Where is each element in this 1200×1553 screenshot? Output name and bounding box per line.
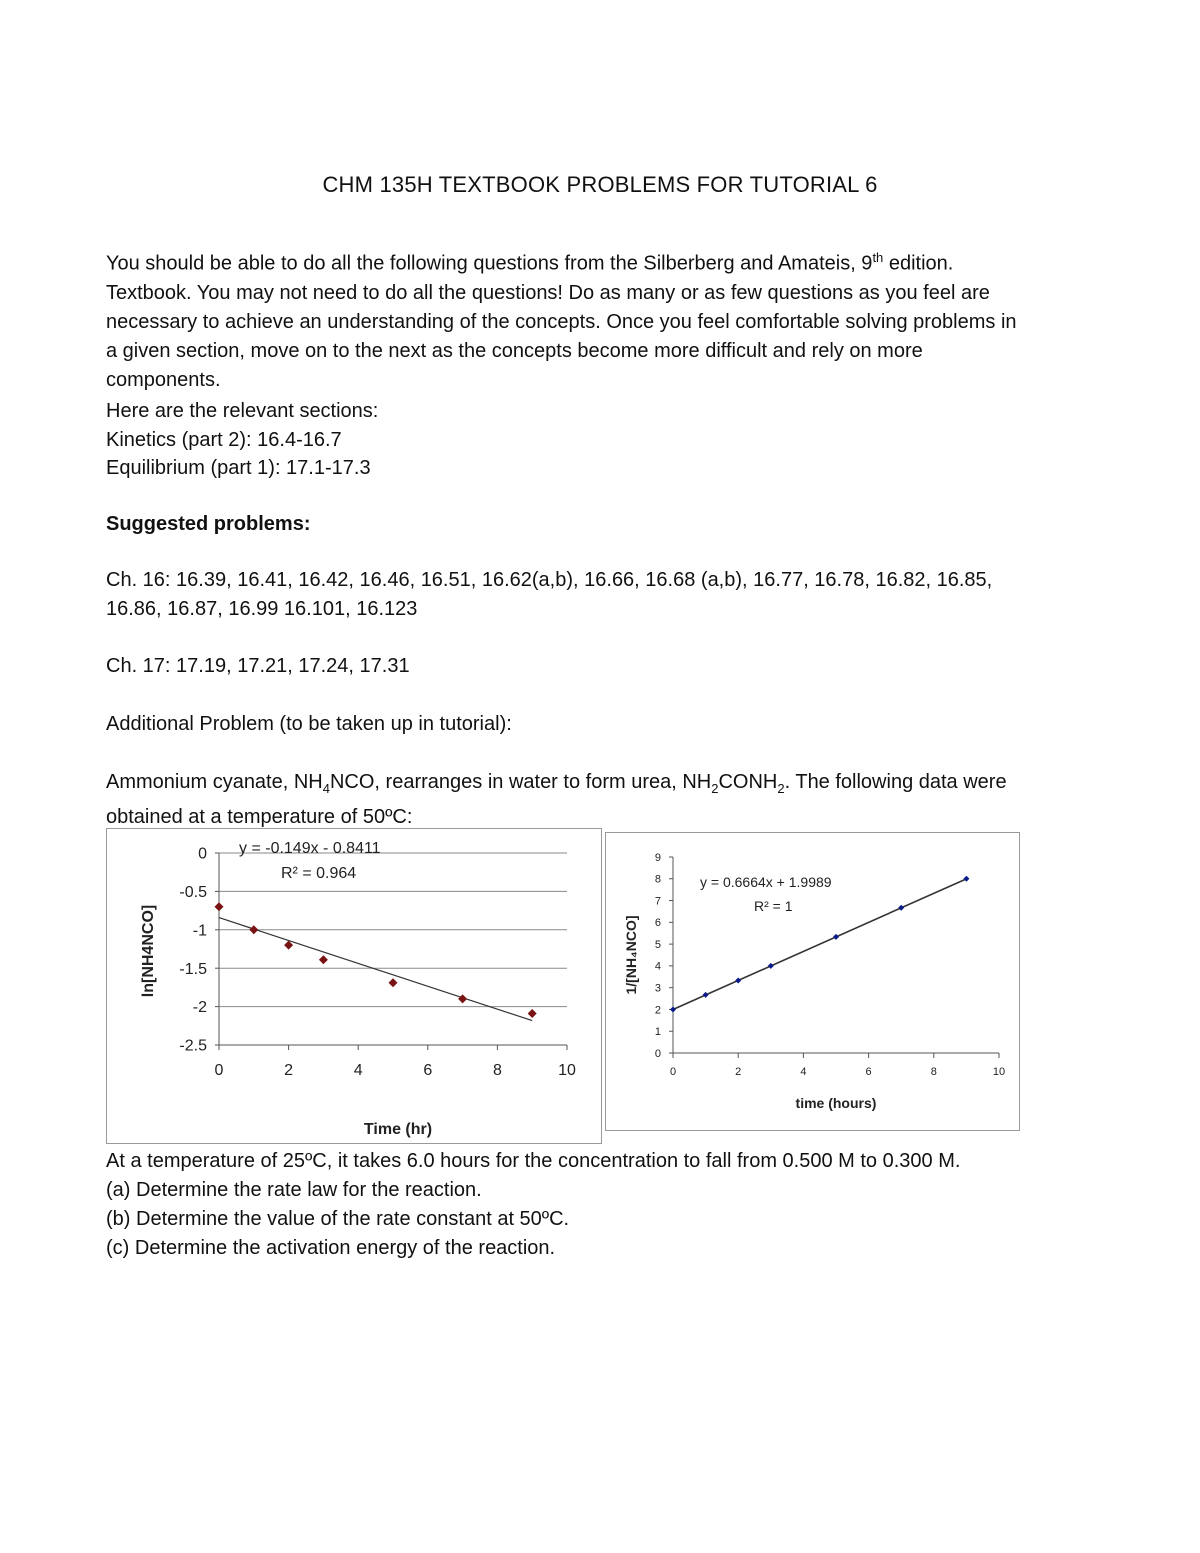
intro-line-1: You should be able to do all the following questions from the Silberberg and Amateis, 9th edition. xyxy=(106,250,954,275)
data-point xyxy=(249,925,258,934)
data-point xyxy=(963,876,969,882)
data-point xyxy=(319,955,328,964)
y-axis-title: ln[NH4NCO] xyxy=(140,904,157,998)
data-point xyxy=(768,963,774,969)
intro-paragraph xyxy=(106,243,1106,395)
ch16-line-1: Ch. 16: 16.39, 16.41, 16.42, 16.46, 16.51, 16.62(a,b), 16.66, 16.68 (a,b), 16.77, 16.78, 16.82, 16.85, xyxy=(106,569,993,591)
r-squared-label: R² = 0.964 xyxy=(281,865,357,882)
y-tick-label: 0 xyxy=(198,845,207,863)
x-tick-label: 6 xyxy=(865,1066,872,1078)
page-title: CHM 135H TEXTBOOK PROBLEMS FOR TUTORIAL 6 xyxy=(322,172,878,197)
questions xyxy=(106,1147,1106,1263)
relevant-sections xyxy=(106,397,1106,483)
data-point xyxy=(215,902,224,911)
y-tick-label: 8 xyxy=(654,873,661,886)
y-tick-label: 6 xyxy=(654,917,661,930)
data-point xyxy=(389,978,398,987)
x-axis-title: Time (hr) xyxy=(363,1121,433,1138)
intro-line-3: necessary to achieve an understanding of the concepts. Once you feel comfortable solving problems in xyxy=(106,310,1017,333)
x-tick-label: 10 xyxy=(992,1066,1006,1078)
intro-line-2: Textbook. You may not need to do all the questions! Do as many or as few questions as you feel are xyxy=(106,281,990,304)
question-intro: At a temperature of 25ºC, it takes 6.0 hours for the concentration to fall from 0.500 M to 0.300 M. xyxy=(106,1150,961,1172)
y-tick-label: 1 xyxy=(654,1026,661,1039)
y-tick-label: 0 xyxy=(654,1047,661,1060)
x-tick-label: 8 xyxy=(930,1066,937,1078)
x-tick-label: 10 xyxy=(558,1062,576,1079)
x-axis-title: time (hours) xyxy=(795,1095,877,1111)
x-tick-label: 4 xyxy=(353,1062,363,1079)
y-tick-label: -2.5 xyxy=(179,1037,207,1055)
inverse-concentration-plot xyxy=(606,833,1019,1130)
x-tick-label: 6 xyxy=(423,1062,433,1079)
intro-line-4: a given section, move on to the next as the concepts become more difficult and rely on more xyxy=(106,339,923,362)
r-squared-label: R² = 1 xyxy=(754,898,793,914)
data-point xyxy=(458,994,467,1003)
x-tick-label: 8 xyxy=(492,1062,502,1079)
x-tick-label: 2 xyxy=(284,1062,294,1079)
question-b: (b) Determine the value of the rate constant at 50ºC. xyxy=(106,1208,570,1230)
y-tick-label: -1 xyxy=(192,922,207,940)
problem-line-2: obtained at a temperature of 50ºC: xyxy=(106,806,413,828)
intro-line-5: components. xyxy=(106,368,221,391)
x-tick-label: 2 xyxy=(735,1066,742,1078)
y-tick-label: -2 xyxy=(192,999,207,1017)
y-axis-title: 1/[NH₄NCO] xyxy=(623,915,639,995)
y-tick-label: 5 xyxy=(654,938,661,951)
ch16-line-2: 16.86, 16.87, 16.99 16.101, 16.123 xyxy=(106,598,418,620)
data-point xyxy=(670,1006,676,1012)
trendline-equation: y = 0.6664x + 1.9989 xyxy=(700,874,832,890)
question-a: (a) Determine the rate law for the reaction. xyxy=(106,1179,482,1201)
y-tick-label: -0.5 xyxy=(179,884,207,901)
ln-concentration-chart xyxy=(106,828,602,1144)
y-tick-label: 7 xyxy=(654,895,661,908)
data-point xyxy=(735,977,741,983)
x-tick-label: 4 xyxy=(800,1066,807,1078)
y-tick-label: 4 xyxy=(654,960,661,973)
sections-equilibrium: Equilibrium (part 1): 17.1-17.3 xyxy=(106,457,371,479)
problem-statement xyxy=(106,768,1106,832)
trendline xyxy=(673,879,966,1010)
data-point xyxy=(833,934,839,940)
problem-line-1: Ammonium cyanate, $NH_4NCO$, rearranges in water to form urea, $NH_2CONH_2$. The following data were xyxy=(106,771,1007,796)
x-tick-label: 0 xyxy=(669,1066,677,1078)
y-tick-label: -1.5 xyxy=(179,960,207,978)
data-point xyxy=(703,992,709,998)
trendline-equation: y = -0.149x - 0.8411 xyxy=(239,840,381,857)
sections-kinetics: Kinetics (part 2): 16.4-16.7 xyxy=(106,428,342,451)
chapter-17-problems: Ch. 17: 17.19, 17.21, 17.24, 17.31 xyxy=(106,655,410,677)
question-c: (c) Determine the activation energy of the reaction. xyxy=(106,1237,556,1259)
trendline xyxy=(219,918,532,1021)
sections-heading: Here are the relevant sections: xyxy=(106,400,379,422)
data-point xyxy=(528,1009,537,1018)
y-tick-label: 9 xyxy=(654,851,661,864)
inverse-concentration-chart xyxy=(605,832,1020,1131)
suggested-heading: Suggested problems: xyxy=(106,513,311,535)
y-tick-label: 3 xyxy=(654,982,661,995)
ln-concentration-plot xyxy=(107,829,601,1143)
chapter-16-problems xyxy=(106,566,1106,624)
x-tick-label: 0 xyxy=(214,1062,224,1079)
y-tick-label: 2 xyxy=(654,1004,661,1017)
additional-problem-heading: Additional Problem (to be taken up in tutorial): xyxy=(106,713,512,735)
data-point xyxy=(898,905,904,911)
